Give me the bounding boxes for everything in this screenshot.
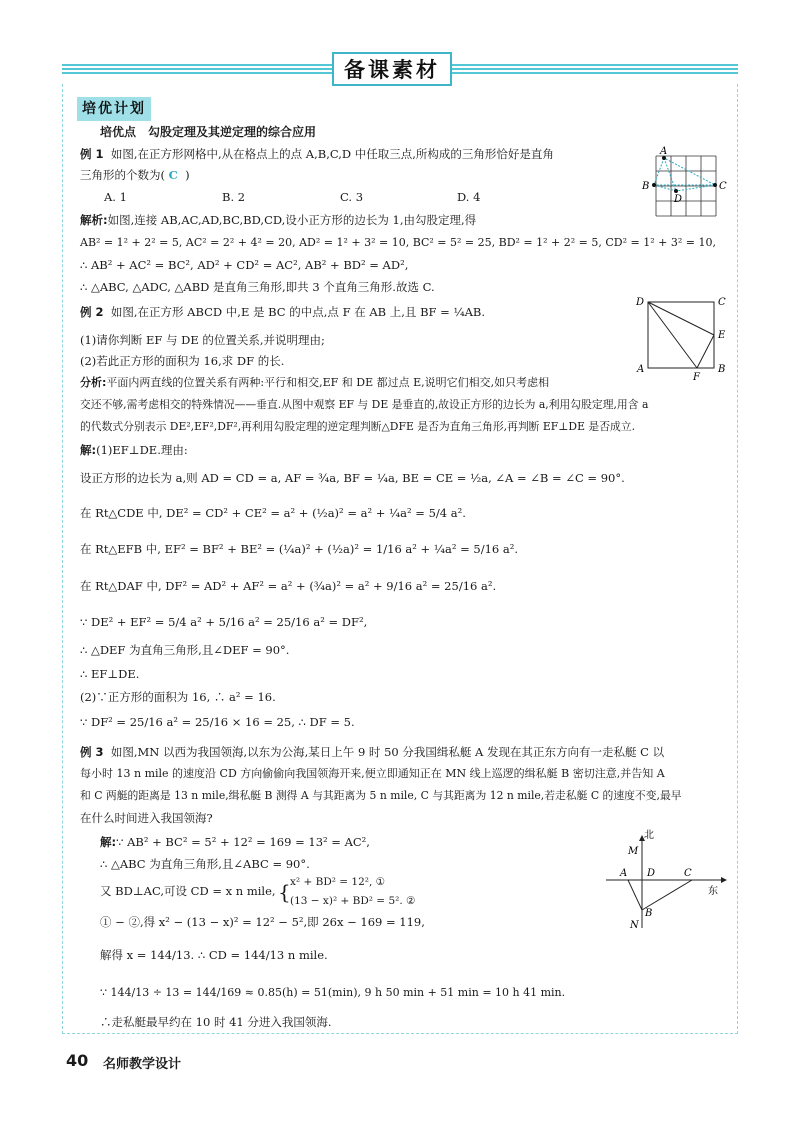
ex1-fig-label-a: A (660, 146, 668, 157)
ex3-sol4: ① − ②,得 x² − (13 − x)² = 12² − 5²,即 26x − 169 = 119, (100, 915, 425, 929)
ex2-sol-first (80, 442, 188, 458)
ex3-text1: 如图,MN 以西为我国领海,以东为公海,某日上午 9 时 50 分我国缉私艇 A 发现在其正东方向有一走私艇 C 以 (110, 745, 665, 759)
ex1-fig-label-c: C (719, 181, 727, 192)
section-tag: 培优计划 (77, 97, 151, 121)
ex1-fig-label-b: B (642, 181, 650, 192)
ex1-line1 (80, 146, 554, 162)
book-title: 名师教学设计 (103, 1057, 182, 1072)
ex3-fig-label-c: C (684, 868, 692, 879)
ex2-sol-line-9: ∵ DF² = 25/16 a² = 25/16 × 16 = 25, ∴ DF = 5. (80, 715, 355, 729)
ex3-line2: 每小时 13 n mile 的速度沿 CD 方向偷偷向我国领海开来,便立即通知正在 MN 线上巡逻的缉私艇 B 密切注意,并告知 A (80, 767, 665, 780)
ex1-text2: 三角形的个数为( (80, 168, 165, 182)
ex3-fig-label-a: A (620, 868, 628, 879)
ex3-line3: 和 C 两艇的距离是 13 n mile,缉私艇 B 测得 A 与其距离为 5 n mile, C 与其距离为 12 n mile,若走私艇 C 的速度不变,最早 (80, 789, 682, 802)
ex3-sol2: ∴ △ABC 为直角三角形,且∠ABC = 90°. (100, 857, 310, 871)
header-title: 备课素材 (332, 52, 452, 86)
ex2-sol-line-8: (2)∵正方形的面积为 16, ∴ a² = 16. (80, 690, 276, 704)
ex2-analysis1-text: 平面内两直线的位置关系有两种:平行和相交,EF 和 DE 都过点 E,说明它们相交,如只考虑相 (106, 376, 550, 389)
ex2-analysis-label: 分析: (80, 376, 107, 389)
ex2-q1: (1)请你判断 EF 与 DE 的位置关系,并说明理由; (80, 333, 325, 347)
ex2-analysis2: 交还不够,需考虑相交的特殊情况——垂直.从图中观察 EF 与 DE 是垂直的,故设正方形的边长为 a,利用勾股定理,用含 a (80, 398, 649, 411)
ex3-fig-label-b: B (645, 908, 653, 919)
section-heading: 培优点 勾股定理及其逆定理的综合应用 (100, 125, 317, 139)
ex2-fig-label-e: E (718, 330, 726, 341)
ex1-sol1 (80, 212, 476, 228)
ex3-line4: 在什么时间进入我国领海? (80, 811, 213, 825)
ex3-fig-label-m: M (628, 846, 639, 857)
ex2-sol-line-4: 在 Rt△DAF 中, DF² = AD² + AF² = a² + (¾a)² = a² + 9/16 a² = 25/16 a². (80, 579, 497, 593)
ex2-sol-line-1: 设正方形的边长为 a,则 AD = CD = a, AF = ¾a, BF = ¼a, BE = CE = ½a, ∠A = ∠B = ∠C = 90°. (80, 471, 625, 485)
ex3-sol6: ∵ 144/13 ÷ 13 = 144/169 ≈ 0.85(h) = 51(min), 9 h 50 min + 51 min = 10 h 41 min. (100, 986, 566, 999)
ex2-label: 例 2 (80, 305, 104, 319)
ex1-sol4: ∴ △ABC, △ADC, △ABD 是直角三角形,即共 3 个直角三角形.故选 C. (80, 280, 435, 294)
ex1-grid-figure (640, 146, 730, 228)
ex2-q2: (2)若此正方形的面积为 16,求 DF 的长. (80, 354, 285, 368)
ex3-label: 例 3 (80, 745, 104, 759)
ex1-fig-label-d: D (674, 194, 683, 205)
ex2-sol-line-6: ∴ △DEF 为直角三角形,且∠DEF = 90°. (80, 643, 290, 657)
ex1-option-a: A. 1 (104, 190, 127, 204)
ex2-analysis3: 的代数式分别表示 DE²,EF²,DF²,再利用勾股定理的逆定理判断△DFE 是否为直角三角形,再判断 EF⊥DE 是否成立. (80, 420, 636, 433)
page-number: 40 (66, 1051, 89, 1070)
ex3-fig-label-n: N (630, 920, 639, 931)
ex1-sol3: ∴ AB² + AC² = BC², AD² + CD² = AC², AB² + BD² = AD², (80, 258, 409, 272)
ex3-sol7: ∴走私艇最早约在 10 时 41 分进入我国领海. (100, 1015, 332, 1029)
ex1-text2-end: ) (185, 168, 190, 182)
ex2-fig-label-f: F (693, 372, 700, 382)
ex1-sol1-text: 如图,连接 AB,AC,AD,BC,BD,CD,设小正方形的边长为 1,由勾股定理,得 (107, 213, 477, 227)
ex3-sol5: 解得 x = 144/13. ∴ CD = 144/13 n mile. (100, 948, 328, 962)
ex1-label: 例 1 (80, 147, 104, 161)
ex2-fig-label-a: A (637, 364, 645, 375)
ex1-sol2: AB² = 1² + 2² = 5, AC² = 2² + 4² = 20, AD² = 1² + 3² = 10, BC² = 5² = 25, BD² = 1² + 2² = 5, CD² = 1² + 3² = 10, (80, 236, 716, 249)
ex1-option-d: D. 4 (457, 190, 481, 204)
ex2-fig-label-d: D (636, 297, 645, 308)
ex2-fig-label-b: B (718, 364, 726, 375)
ex3-line1 (80, 744, 664, 760)
ex2-line1 (80, 304, 485, 320)
ex2-text1: 如图,在正方形 ABCD 中,E 是 BC 的中点,点 F 在 AB 上,且 BF = ¼AB. (110, 305, 486, 319)
ex2-sol-line-2: 在 Rt△CDE 中, DE² = CD² + CE² = a² + (½a)² = a² + ¼a² = 5/4 a². (80, 506, 466, 520)
ex3-sol-label: 解: (100, 835, 117, 849)
ex3-sol1-text: ∵ AB² + BC² = 5² + 12² = 169 = 13² = AC², (116, 835, 370, 849)
ex3-system-eq1: x² + BD² = 12², ① (290, 876, 386, 888)
ex2-square-figure (634, 294, 730, 382)
ex2-analysis1 (80, 375, 549, 391)
ex3-brace: { (278, 880, 291, 904)
ex1-option-c: C. 3 (340, 190, 364, 204)
ex3-fig-label-d: D (647, 868, 656, 879)
ex2-sol-line-7: ∴ EF⊥DE. (80, 667, 140, 681)
ex2-sol-label: 解: (80, 443, 97, 457)
ex1-answer: C (168, 168, 178, 182)
ex2-fig-label-c: C (718, 297, 726, 308)
ex1-line2 (80, 167, 190, 183)
ex1-sol-label: 解析: (80, 213, 108, 227)
ex2-sol-line-5: ∵ DE² + EF² = 5/4 a² + 5/16 a² = 25/16 a² = DF², (80, 615, 368, 629)
ex2-sol-line-3: 在 Rt△EFB 中, EF² = BF² + BE² = (¼a)² + (½a)² = 1/16 a² + ¼a² = 5/16 a². (80, 542, 519, 556)
ex3-map-figure (598, 828, 738, 936)
ex3-fig-label-east: 东 (708, 886, 718, 897)
ex1-text1: 如图,在正方形网格中,从在格点上的点 A,B,C,D 中任取三点,所构成的三角形恰好是直角 (110, 147, 554, 161)
ex3-sol1 (100, 834, 370, 850)
ex3-sol3: 又 BD⊥AC,可设 CD = x n mile, (100, 884, 276, 898)
ex3-system-eq2: (13 − x)² + BD² = 5². ② (290, 895, 416, 907)
ex3-fig-label-north: 北 (644, 830, 654, 841)
ex2-sol-first-text: (1)EF⊥DE.理由: (96, 443, 188, 457)
ex1-option-b: B. 2 (222, 190, 246, 204)
